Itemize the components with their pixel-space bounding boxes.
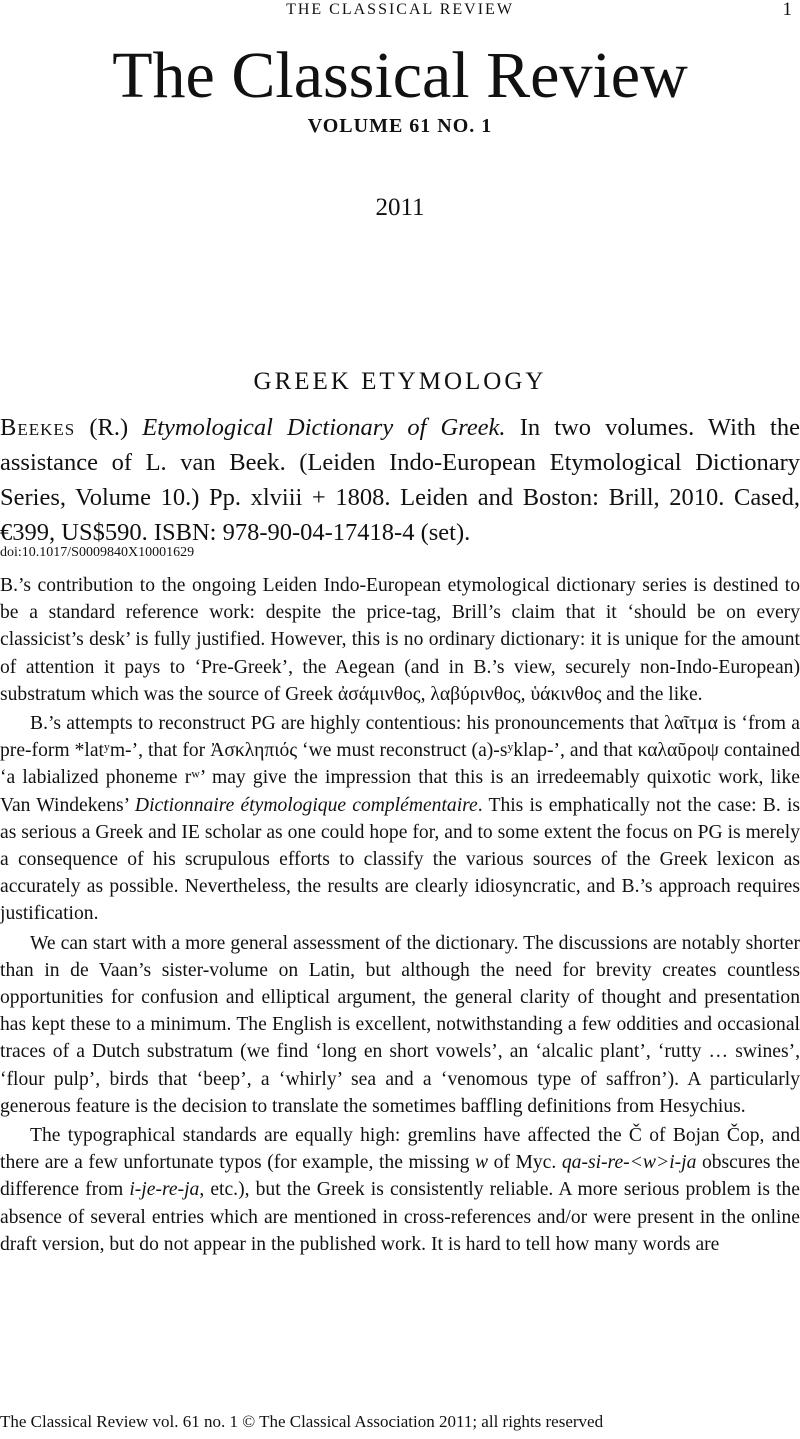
citation-initials: (R.) — [75, 414, 143, 441]
paragraph-4-text-d: , etc.), but the Greek is consistently reliable. A more serious problem is the absence of several entries which are mentioned in cross-references and/or were present in the online draft version, but do not appear in the published work. It is hard to tell how many words are — [0, 1179, 800, 1255]
section-title: GREEK ETYMOLOGY — [253, 368, 547, 395]
paragraph-4-mycenaean-2: i-je-re-ja — [129, 1179, 200, 1201]
paragraph-2-text-b: . This is emphatically not the case: B. is as serious a Greek and IE scholar as one could hope for, and to some extent the focus on PG is merely a consequence of his scrupulous efforts to classify the various sources of the Greek lexicon as accurately as possible. Nevertheless, the results are clearly idiosyncratic, and B.’s approach requires justification. — [0, 794, 800, 925]
year: 2011 — [375, 194, 425, 221]
copyright-footer: The Classical Review vol. 61 no. 1 © The Classical Association 2011; all rights reserved — [0, 1412, 604, 1431]
paragraph-2 — [0, 710, 800, 928]
page-number: 1 — [782, 0, 792, 20]
paragraph-4-text-a: The typographical standards are equally high: gremlins have affected the Č of Bojan Čop, and there are a few unfortunate typos (for example, the missing — [0, 1125, 800, 1174]
journal-title: The Classical Review — [112, 39, 688, 112]
paragraph-2-italic-title: Dictionnaire étymologique complémentaire — [134, 794, 478, 816]
paragraph-2-text-a: B.’s attempts to reconstruct PG are highly contentious: his pronouncements that λαῖτμα is ‘from a pre-form *latʸm-’, that for Ἀσκληπιός ‘we must reconstruct (a)-sʸklap-’, and that καλαῦροψ contained ‘a labialized phoneme rʷ’ may give the impression that this is an irredeemably quixotic work, like Van Windekens’ — [0, 713, 800, 816]
paragraph-1: B.’s contribution to the ongoing Leiden Indo-European etymological dictionary series is destined to be a standard reference work: despite the price-tag, Brill’s claim that it ‘should be on every classicist’s desk’ is fully justified. However, this is no ordinary dictionary: it is unique for the amount of attention it pays to ‘Pre-Greek’, the Aegean (and in B.’s view, securely non-Indo-European) substratum which was the source of Greek ἀσάμινθος, λαβύρινθος, ὑάκινθος and the like. — [0, 575, 800, 705]
paragraph-4-text-b: of Myc. — [488, 1152, 562, 1174]
volume-line: VOLUME 61 NO. 1 — [307, 115, 493, 137]
citation-details: In two volumes. With the assistance of L. van Beek. (Leiden Indo-European Etymological Dictionary Series, Volume 10.) Pp. xlviii + 1808. Leiden and Boston: Brill, 2010. Cased, €399, US$590. ISBN: 978-90-04-17418-4 (set). — [0, 414, 800, 546]
paragraph-4-mycenaean-1: qa-si-re-<w>i-ja — [561, 1152, 697, 1174]
citation-author: Beekes — [0, 414, 76, 441]
doi-link[interactable]: doi:10.1017/S0009840X10001629 — [0, 545, 195, 560]
running-head: THE CLASSICAL REVIEW — [286, 1, 514, 18]
paragraph-3: We can start with a more general assessment of the dictionary. The discussions are notably shorter than in de Vaan’s sister-volume on Latin, but although the need for brevity creates countless opportunities for confusion and elliptical argument, the general clarity of thought and presentation has kept these to a minimum. The English is excellent, notwithstanding a few oddities and occasional traces of a Dutch substratum (we find ‘long en short vowels’, an ‘alcalic plant’, ‘rutty … swines’, ‘flour pulp’, birds that ‘beep’, a ‘whirly’ sea and a ‘venomous type of saffron’). A particularly generous feature is the decision to translate the sometimes baffling definitions from Hesychius. — [0, 932, 800, 1117]
paragraph-4 — [0, 1122, 800, 1258]
paragraph-4-text-c: obscures the difference from — [0, 1152, 800, 1201]
review-body — [0, 572, 800, 1258]
book-citation — [0, 410, 800, 550]
citation-book-title: Etymological Dictionary of Greek. — [142, 414, 506, 441]
paragraph-4-italic-w: w — [474, 1152, 489, 1174]
